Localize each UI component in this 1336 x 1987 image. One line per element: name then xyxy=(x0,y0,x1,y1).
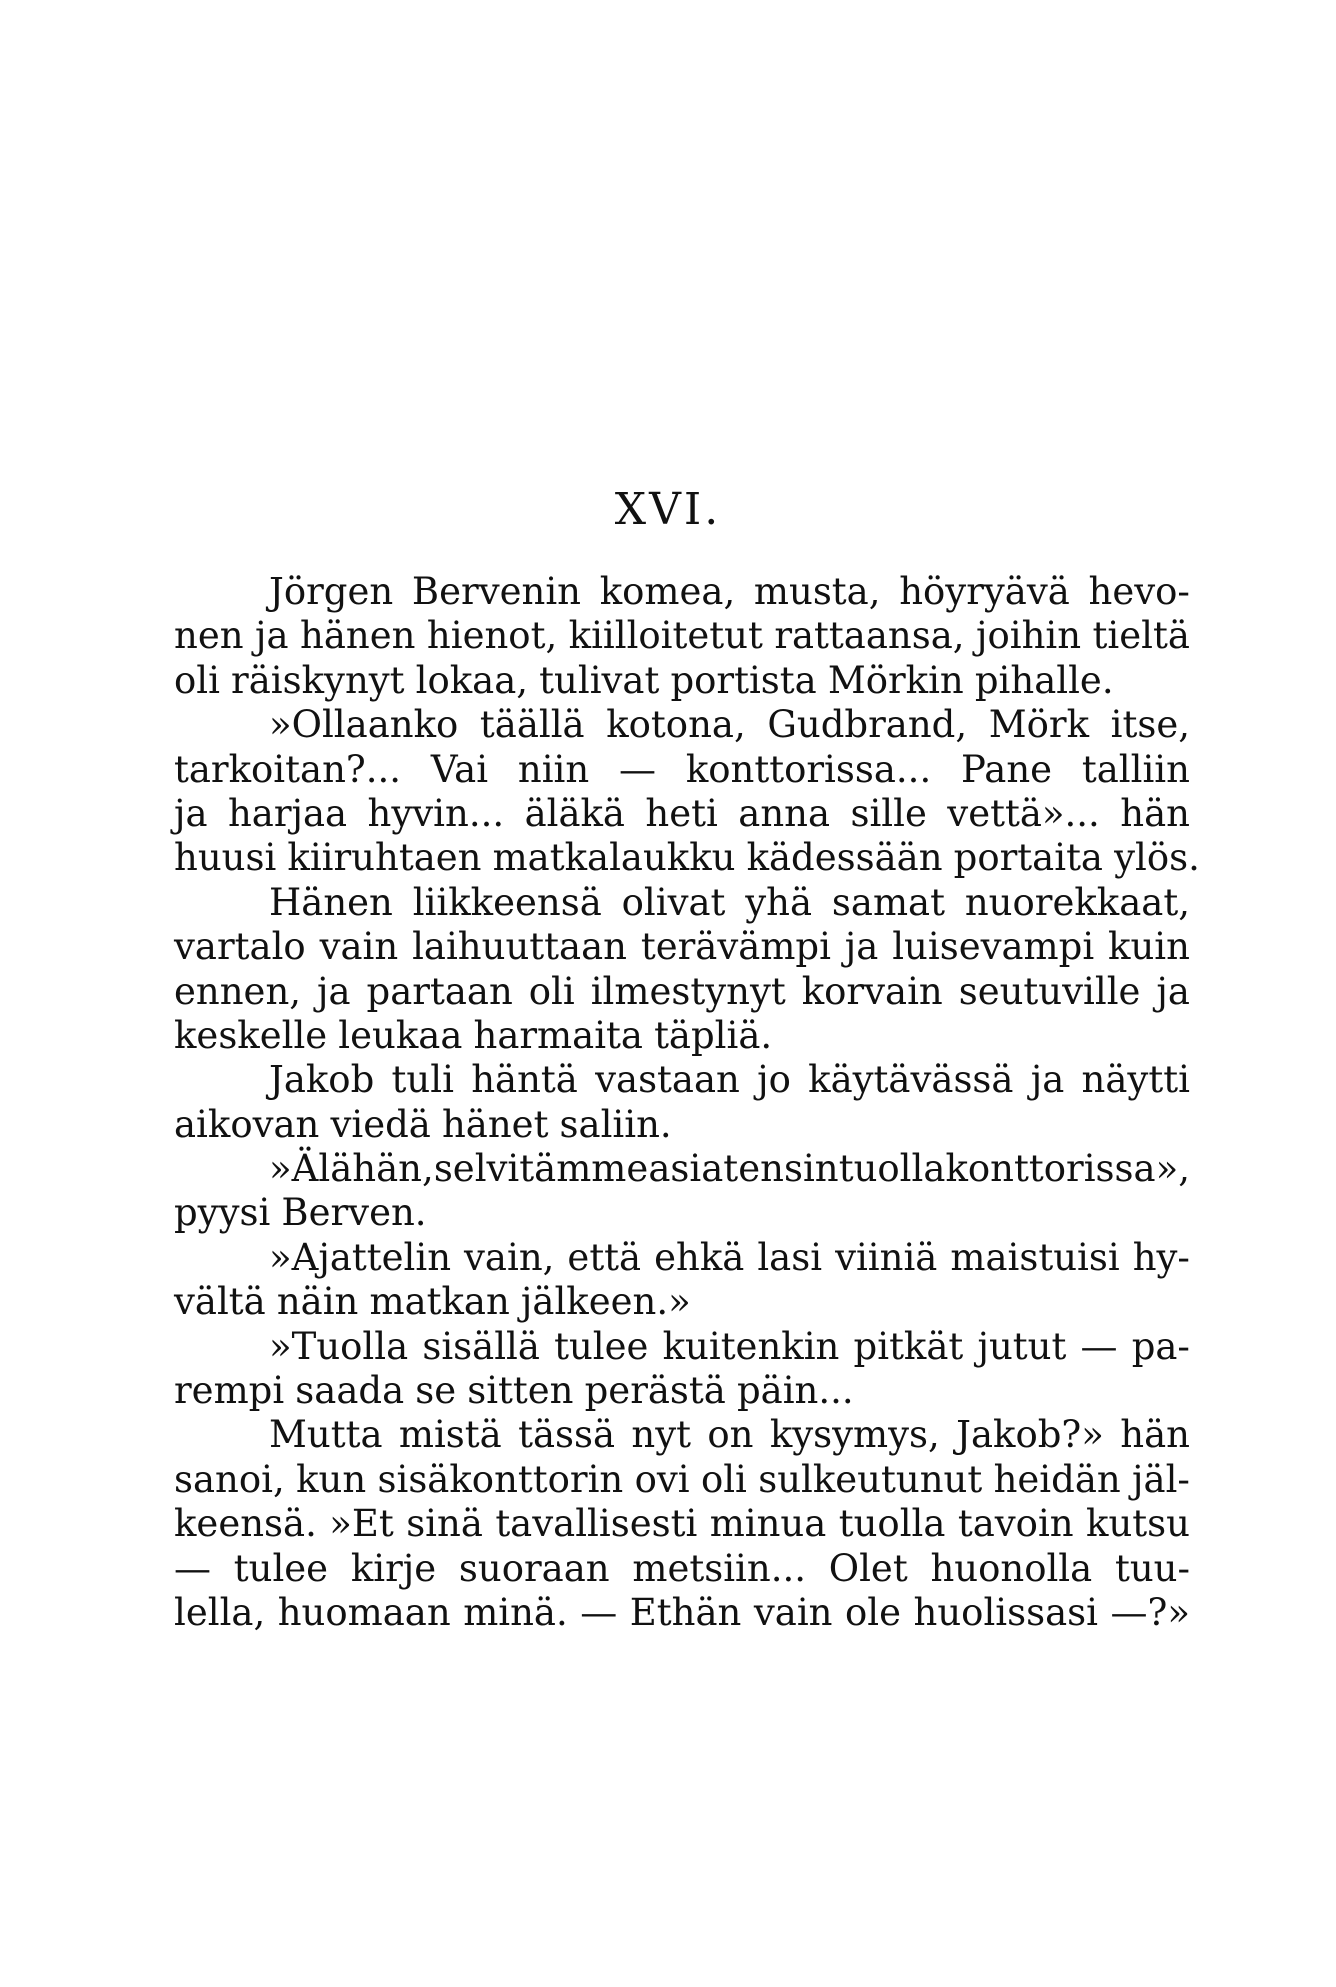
word: ja xyxy=(317,969,351,1013)
word: ja xyxy=(844,925,879,969)
word: huusi xyxy=(174,836,277,880)
word: nen xyxy=(174,614,244,658)
word: ylös. xyxy=(1114,836,1200,880)
word: minua xyxy=(709,1502,827,1546)
word: yhä xyxy=(745,880,813,924)
word: »Älähän, xyxy=(269,1147,434,1191)
word: viedä xyxy=(330,1102,431,1146)
word: musta, xyxy=(753,570,881,613)
word: kuitenkin xyxy=(662,1324,840,1368)
word: luisevampi xyxy=(892,925,1095,969)
word: tässä xyxy=(518,1413,616,1457)
word: — xyxy=(619,747,657,791)
word: metsiin... xyxy=(632,1546,806,1590)
word: täällä xyxy=(479,703,585,747)
text-line xyxy=(174,1591,1190,1635)
text-line xyxy=(174,659,1190,703)
word: perästä xyxy=(584,1369,726,1413)
word: leukaa xyxy=(338,1013,463,1057)
word: näin xyxy=(276,1280,359,1324)
word: se xyxy=(415,1369,457,1413)
text-line xyxy=(174,1014,1190,1058)
word: hyvin... xyxy=(367,791,505,835)
word: Jakob xyxy=(269,1058,375,1102)
word: Gudbrand, xyxy=(767,703,968,747)
word: täpliä. xyxy=(654,1013,773,1057)
word: sitten xyxy=(467,1369,574,1413)
word: »Tuolla xyxy=(269,1324,409,1368)
word: häntä xyxy=(471,1058,578,1102)
word: komea, xyxy=(599,570,736,613)
text-line xyxy=(174,1058,1190,1102)
word: Mörk xyxy=(988,703,1090,747)
text-line xyxy=(174,925,1190,969)
word: jutut xyxy=(977,1324,1067,1368)
text-line xyxy=(174,1147,1190,1191)
word: rempi xyxy=(174,1369,285,1413)
word: asiat xyxy=(648,1147,739,1191)
word: kuin xyxy=(1108,925,1190,969)
word: portista xyxy=(670,658,817,702)
word: harmaita xyxy=(473,1013,643,1057)
word: vartalo xyxy=(174,925,306,969)
word: joihin xyxy=(976,614,1082,658)
word: minä. xyxy=(463,1590,568,1634)
word: pa- xyxy=(1131,1324,1190,1368)
word: tulee xyxy=(554,1324,649,1368)
word: nyt xyxy=(631,1413,692,1457)
word: ehkä xyxy=(654,1235,745,1279)
word: laihuuttaan xyxy=(412,925,627,969)
word: on xyxy=(707,1413,754,1457)
word: aikovan xyxy=(174,1102,320,1146)
text-line xyxy=(174,570,1190,614)
text-line xyxy=(174,792,1190,836)
word: Ethän xyxy=(629,1590,742,1634)
word: sille xyxy=(850,791,927,835)
word: Jörgen xyxy=(269,570,394,613)
word: ole xyxy=(845,1590,902,1634)
word: pyysi xyxy=(174,1191,271,1235)
word: matkan xyxy=(369,1280,510,1324)
word: samat xyxy=(831,880,945,924)
text-line xyxy=(174,970,1190,1014)
word: huomaan xyxy=(277,1590,451,1634)
word: hän xyxy=(1120,1413,1190,1457)
word: talliin xyxy=(1081,747,1190,791)
word: rattaansa, xyxy=(774,614,965,658)
word: oli xyxy=(174,658,220,702)
word: saliin. xyxy=(559,1102,672,1146)
word: terävämpi xyxy=(640,925,831,969)
word: hy- xyxy=(1132,1235,1190,1279)
word: hienot, xyxy=(426,614,558,658)
word: ja xyxy=(1030,1058,1065,1102)
word: Vai xyxy=(430,747,489,791)
word: niin xyxy=(517,747,590,791)
word: Olet xyxy=(828,1546,908,1590)
text-line xyxy=(174,614,1190,658)
word: ja xyxy=(174,791,208,835)
text-line xyxy=(174,1502,1190,1546)
word: seutuville xyxy=(958,969,1141,1013)
text-line xyxy=(174,1413,1190,1457)
word: vältä xyxy=(174,1280,266,1324)
word: vettä»... xyxy=(947,791,1100,835)
word: kun xyxy=(296,1457,367,1501)
word: ilmestynyt xyxy=(590,969,786,1013)
word: vain xyxy=(319,925,399,969)
word: ja xyxy=(1156,969,1190,1013)
word: sulkeutunut xyxy=(758,1457,983,1501)
word: tarkoitan?... xyxy=(174,747,402,791)
word: harjaa xyxy=(227,791,348,835)
text-line xyxy=(174,1458,1190,1502)
word: nuorekkaat, xyxy=(964,880,1190,924)
word: maistuisi xyxy=(950,1235,1120,1279)
word: sisällä xyxy=(422,1324,540,1368)
word: Mörkin xyxy=(827,658,964,702)
word: pitkät xyxy=(853,1324,964,1368)
word: sanoi, xyxy=(174,1457,285,1501)
word: keensä. xyxy=(174,1502,317,1546)
word: konttorissa... xyxy=(685,747,932,791)
word: olivat xyxy=(621,880,726,924)
word: tavallisesti xyxy=(495,1502,698,1546)
word: päin... xyxy=(736,1369,854,1413)
text-line xyxy=(174,1236,1190,1280)
word: jäl- xyxy=(1132,1457,1190,1501)
text-line xyxy=(174,703,1190,747)
word: hänen xyxy=(300,614,416,658)
word: saada xyxy=(295,1369,405,1413)
word: Pane xyxy=(961,747,1053,791)
word: hevo- xyxy=(1088,570,1190,613)
word: anna xyxy=(738,791,831,835)
word: vain, xyxy=(464,1235,555,1279)
word: pihalle. xyxy=(974,658,1114,702)
word: tulivat xyxy=(539,658,660,702)
body-text xyxy=(174,570,1200,1635)
text-line xyxy=(174,1103,1190,1147)
word: tuu- xyxy=(1114,1546,1190,1590)
word: suoraan xyxy=(458,1546,610,1590)
word: liikkeensä xyxy=(412,880,602,924)
word: —?» xyxy=(1110,1590,1190,1634)
word: — xyxy=(580,1590,618,1634)
word: ovi xyxy=(634,1457,690,1501)
word: selvitämme xyxy=(433,1147,649,1191)
word: lasi xyxy=(757,1235,823,1279)
word: äläkä xyxy=(524,791,625,835)
word: lella, xyxy=(174,1590,266,1634)
word: kutsu xyxy=(1086,1502,1190,1546)
word: korvain xyxy=(801,969,943,1013)
word: ja xyxy=(255,614,289,658)
word: käytävässä xyxy=(808,1058,1014,1102)
word: kädessään xyxy=(746,836,943,880)
word: ensin xyxy=(738,1147,839,1191)
word: matkalaukku xyxy=(492,836,736,880)
word: tuli xyxy=(391,1058,454,1102)
word: tuolla xyxy=(838,1502,946,1546)
text-line xyxy=(174,1547,1190,1591)
word: hänet xyxy=(441,1102,549,1146)
word: »Ajattelin xyxy=(269,1235,452,1279)
word: — xyxy=(1080,1324,1118,1368)
word: lokaa, xyxy=(415,658,529,702)
word: sinä xyxy=(406,1502,483,1546)
word: keskelle xyxy=(174,1013,328,1057)
word: oli xyxy=(700,1457,747,1501)
word: »Et xyxy=(329,1502,394,1546)
word: vain xyxy=(753,1590,833,1634)
word: heti xyxy=(645,791,718,835)
word: tuolla xyxy=(838,1147,946,1191)
word: vastaan xyxy=(595,1058,740,1102)
word: viiniä xyxy=(835,1235,938,1279)
word: sisäkonttorin xyxy=(377,1457,624,1501)
word: höyryävä xyxy=(899,570,1070,613)
word: jälkeen.» xyxy=(520,1280,691,1324)
word: tavoin xyxy=(957,1502,1074,1546)
text-line xyxy=(174,1369,1190,1413)
text-line xyxy=(174,1191,1190,1235)
text-line xyxy=(174,1280,1190,1324)
word: huolissasi xyxy=(913,1590,1098,1634)
word: kiilloitetut xyxy=(568,614,763,658)
word: Mutta xyxy=(269,1413,383,1457)
word: että xyxy=(567,1235,642,1279)
text-line xyxy=(174,881,1190,925)
word: mistä xyxy=(398,1413,502,1457)
text-line xyxy=(174,748,1190,792)
word: heidän xyxy=(993,1457,1121,1501)
word: kiiruhtaen xyxy=(287,836,482,880)
word: Jakob?» xyxy=(956,1413,1104,1457)
word: näytti xyxy=(1081,1058,1190,1102)
word: räiskynyt xyxy=(231,658,405,702)
word: Bervenin xyxy=(411,570,581,613)
word: portaita xyxy=(953,836,1103,880)
word: kirje xyxy=(350,1546,437,1590)
word: kysymys, xyxy=(769,1413,940,1457)
word: tieltä xyxy=(1092,614,1190,658)
word: jo xyxy=(757,1058,791,1102)
text-line xyxy=(174,1325,1190,1369)
word: ennen, xyxy=(174,969,302,1013)
word: konttorissa», xyxy=(945,1147,1190,1191)
word: hän xyxy=(1120,791,1190,835)
chapter-heading: XVI. xyxy=(614,484,722,535)
word: — xyxy=(174,1546,211,1590)
word: »Ollaanko xyxy=(269,703,459,747)
word: oli xyxy=(528,969,575,1013)
word: partaan xyxy=(366,969,513,1013)
word: tulee xyxy=(233,1546,329,1590)
word: Hänen xyxy=(269,880,393,924)
word: Berven. xyxy=(281,1191,427,1235)
text-line xyxy=(174,836,1200,880)
word: itse, xyxy=(1110,703,1190,747)
word: kotona, xyxy=(606,703,746,747)
word: huonolla xyxy=(930,1546,1093,1590)
